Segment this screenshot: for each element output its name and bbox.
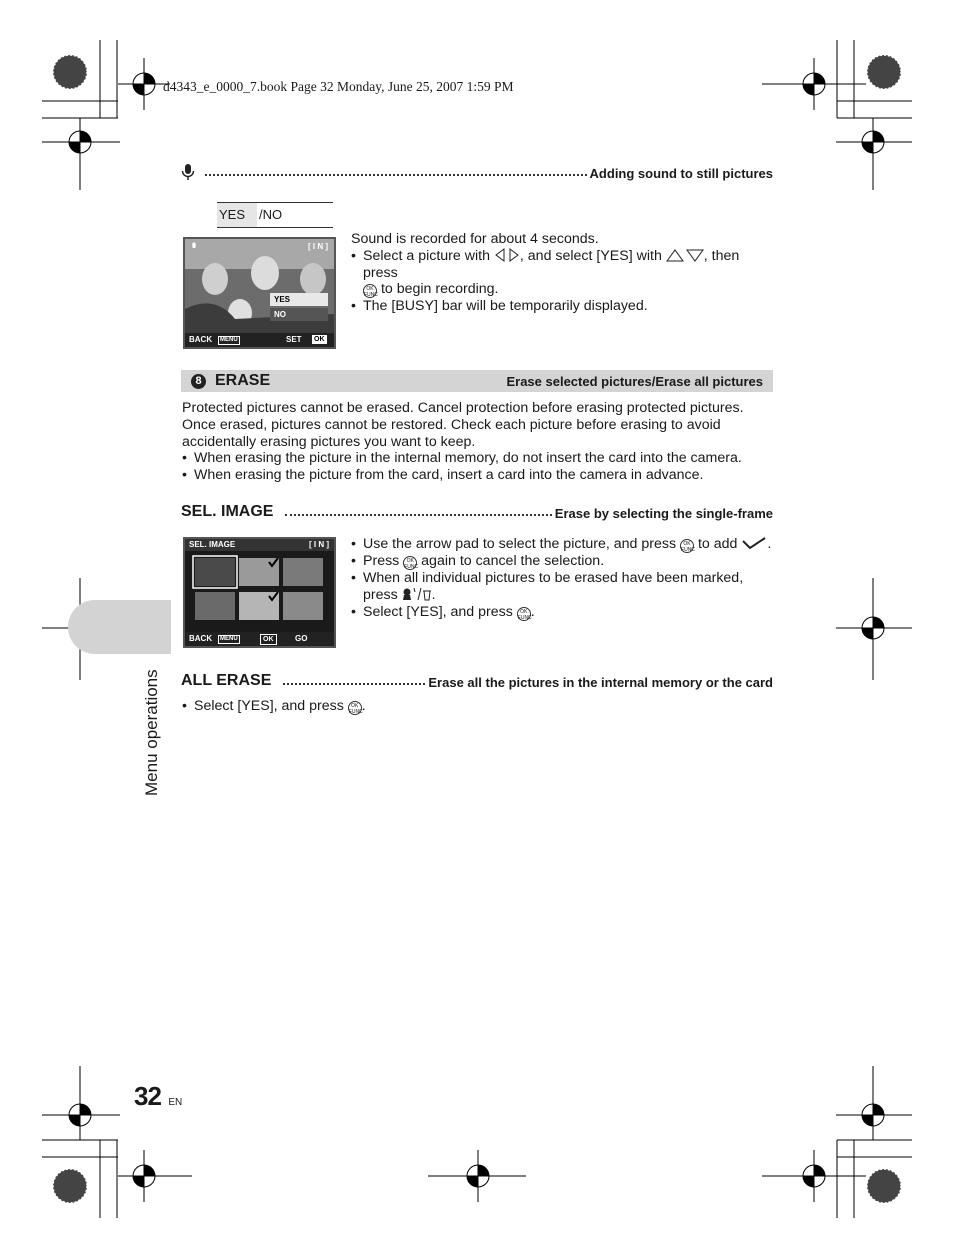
- side-tab-label: Menu operations: [142, 669, 161, 796]
- sound-intro: Sound is recorded for about 4 seconds.: [351, 231, 599, 247]
- erase-heading-bar: [181, 370, 773, 392]
- erase-subtitle: Erase selected pictures/Erase all pictures: [506, 374, 763, 389]
- go-label: GO: [295, 634, 308, 643]
- ok-button-icon: OK FUNC: [517, 608, 532, 621]
- sel-bullet-3: • When all individual pictures to be erased have been marked, press .: [351, 570, 776, 604]
- erase-bullet-2: • When erasing the picture from the card, insert a card into the camera in advance.: [182, 467, 782, 484]
- ok-button-icon: OK FUNC: [348, 703, 363, 715]
- sel-image-heading: [181, 503, 773, 521]
- set-label: SET: [286, 335, 302, 344]
- screen-footer: [185, 333, 334, 347]
- section-number-badge: 8: [191, 374, 206, 389]
- erase-bullet-1: • When erasing the picture in the internal memory, do not insert the card into the camera.: [182, 450, 782, 467]
- page-number: 32: [134, 1081, 161, 1111]
- all-erase-heading: [181, 672, 773, 690]
- sound-bullet-2: • The [BUSY] bar will be temporarily displayed.: [351, 298, 776, 315]
- sel-image-title: SEL. IMAGE: [181, 503, 274, 520]
- sound-heading: [181, 163, 773, 181]
- side-tab-background: [68, 600, 171, 654]
- all-erase-instructions: [182, 698, 682, 715]
- sound-description: [351, 231, 776, 315]
- sel-bullet-2: • Press OK FUNC again to cancel the selection.: [351, 553, 776, 570]
- thumbnail-grid[interactable]: [185, 551, 334, 634]
- sel-image-desc: Erase by selecting the single-frame: [554, 506, 773, 521]
- page-language: EN: [168, 1097, 183, 1108]
- camera-screen-sound: [183, 237, 336, 349]
- sound-bullet-1: • Select a picture with , and select [YES] with , then press OK FUNC to begin recording.: [351, 248, 776, 299]
- menu-yes-option[interactable]: YES: [270, 293, 328, 306]
- erase-button-icon: [402, 587, 432, 601]
- ok-button-icon: OK FUNC: [404, 558, 419, 570]
- option-yes: YES: [217, 203, 257, 227]
- back-label: BACK: [189, 335, 213, 344]
- memory-indicator: [ I N ]: [309, 540, 329, 549]
- all-erase-desc: Erase all the pictures in the internal memory or the card: [428, 675, 773, 690]
- sel-bullet-4: • Select [YES], and press OK FUNC.: [351, 604, 776, 621]
- ok-key: OK: [314, 336, 325, 343]
- sound-title: Adding sound to still pictures: [589, 166, 773, 181]
- book-header: d4343_e_0000_7.book Page 32 Monday, June 25, 2007 1:59 PM: [163, 79, 514, 94]
- option-no: /NO: [259, 207, 283, 222]
- all-erase-title: ALL ERASE: [181, 672, 272, 689]
- ok-button-icon: OK FUNC: [364, 286, 378, 299]
- menu-no-option[interactable]: NO: [270, 308, 328, 321]
- ok-button-icon: OK FUNC: [681, 541, 695, 553]
- erase-title: ERASE: [215, 372, 271, 389]
- microphone-icon: [190, 242, 198, 252]
- up-down-arrows-icon: [666, 248, 704, 262]
- ok-key: OK: [260, 634, 277, 645]
- menu-key: MENU: [220, 337, 238, 343]
- back-label: BACK: [189, 634, 213, 643]
- sel-bullet-1: • Use the arrow pad to select the picture, and press OK FUNC to add .: [351, 536, 776, 553]
- microphone-icon: [181, 163, 195, 181]
- erase-paragraph-2: Once erased, pictures cannot be restored. Check each picture before erasing to avoid accidentally erasing pictures you want to keep.: [182, 416, 721, 450]
- checkmark-icon: [741, 536, 767, 550]
- left-right-arrows-icon: [494, 248, 520, 262]
- options-table: [217, 202, 333, 228]
- menu-key: MENU: [220, 636, 238, 642]
- all-erase-bullet-1: • Select [YES], and press OK FUNC.: [182, 698, 682, 715]
- erase-description: [182, 400, 782, 484]
- screen-footer: [185, 632, 334, 646]
- camera-screen-sel-image: [183, 537, 336, 648]
- memory-indicator: [ I N ]: [308, 242, 328, 251]
- sel-image-instructions: [351, 536, 776, 621]
- erase-paragraph-1: Protected pictures cannot be erased. Cancel protection before erasing protected pictures.: [182, 400, 744, 416]
- screen-titlebar: [185, 539, 334, 551]
- screen-title: SEL. IMAGE: [189, 540, 236, 549]
- page-number-block: [134, 1081, 182, 1112]
